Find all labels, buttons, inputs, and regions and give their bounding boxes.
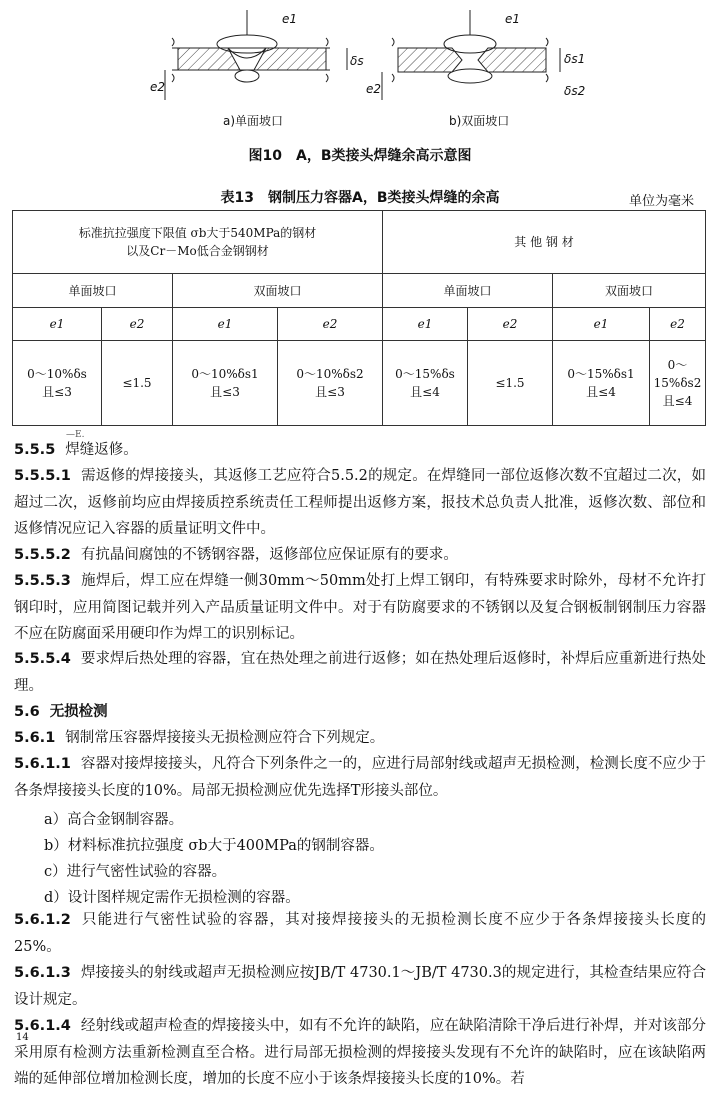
delta-s-label: δs [350,54,364,68]
para-5-5-5: 5.5.5 焊缝返修。 [14,442,138,458]
single-groove-header: 单面坡口 [13,274,173,308]
heading-5-6: 5.6 无损检测 [14,703,108,720]
para-5-6-1-3: 5.6.1.3 焊接接头的射线或超声无损检测应按JB/T 4730.1～JB/T 4730.3的规定进行，其检查结果应符合设计规定。 [14,965,706,1008]
col-e2: e2 [468,308,553,341]
weld-reinforcement-table [12,210,706,426]
figure-caption: 图10 A，B类接头焊缝余高示意图 [248,148,472,164]
table-cell: 0～15%δs2 且≤4 [650,341,706,426]
scan-fragment: —E. [66,430,85,440]
para-5-6-1-1: 5.6.1.1 容器对接焊接接头，凡符合下列条件之一的，应进行局部射线或超声无损检测，检测长度不应少于各条焊接接头长度的10%。局部无损检测应优先选择T形接头部位。 [14,756,706,799]
list-item: b）材料标准抗拉强度 σb大于400MPa的钢制容器。 [44,838,384,854]
table-cell: 0～10%δs2 且≤3 [278,341,383,426]
single-groove-drawing [165,10,347,100]
table-unit: 单位为毫米 [628,194,694,209]
para-5-5-5-2: 5.5.5.2 有抗晶间腐蚀的不锈钢容器，返修部位应保证原有的要求。 [14,547,458,563]
double-groove-header: 双面坡口 [173,274,383,308]
e2-label-b: e2 [366,82,382,96]
col-e2: e2 [650,308,706,341]
delta-s2-label: δs2 [564,84,586,98]
table-cell: 0～10%δs1 且≤3 [173,341,278,426]
col-e1: e1 [553,308,650,341]
e1-label-b: e1 [505,12,521,26]
col-e1: e1 [383,308,468,341]
para-5-5-5-3: 5.5.5.3 施焊后，焊工应在焊缝一侧30mm～50mm处打上焊工钢印，有特殊要求时除外，母材不允许打钢印时，应用简图记载并列入产品质量证明文件中。对于有防腐要求的不锈钢以及复合钢板制钢制压力容器不应在防腐面采用硬印作为焊工的识别标记。 [14,573,706,642]
col-e2: e2 [102,308,173,341]
list-item: d）设计图样规定需作无损检测的容器。 [44,890,300,906]
table-cell: ≤1.5 [102,341,173,426]
figure-label-a: a)单面坡口 [223,114,284,128]
table-title: 表13 钢制压力容器A，B类接头焊缝的余高 [220,190,500,206]
table-cell: ≤1.5 [468,341,553,426]
table-cell: 0～10%δs 且≤3 [13,341,102,426]
table-cell: 0～15%δs 且≤4 [383,341,468,426]
list-item: c）进行气密性试验的容器。 [44,864,227,880]
col-e1: e1 [173,308,278,341]
page-number: 14 [16,1032,29,1043]
group2-header: 其 他 钢 材 [383,211,706,274]
para-5-6-1: 5.6.1 钢制常压容器焊接接头无损检测应符合下列规定。 [14,730,385,746]
single-groove-header: 单面坡口 [383,274,553,308]
delta-s1-label: δs1 [564,52,586,66]
double-groove-drawing [382,10,560,100]
para-5-5-5-4: 5.5.5.4 要求焊后热处理的容器，宜在热处理之前进行返修；如在热处理后返修时，补焊后应重新进行热处理。 [14,651,706,694]
figure-label-b: b)双面坡口 [449,114,510,128]
table-cell: 0～15%δs1 且≤4 [553,341,650,426]
para-5-6-1-2: 5.6.1.2 只能进行气密性试验的容器，其对接焊接接头的无损检测长度不应少于各条焊接接头长度的25%。 [14,912,706,955]
double-groove-header: 双面坡口 [553,274,706,308]
para-5-6-1-4: 5.6.1.4 经射线或超声检查的焊接接头中，如有不允许的缺陷，应在缺陷清除干净后进行补焊，并对该部分采用原有检测方法重新检测直至合格。进行局部无损检测的焊接接头发现有不允许的缺陷时，应在该缺陷两端的延伸部位增加检测长度，增加的长度不应小于该条焊接接头长度的10%。若 [14,1018,706,1087]
para-5-5-5-1: 5.5.5.1 需返修的焊接接头，其返修工艺应符合5.5.2的规定。在焊缝同一部位返修次数不宜超过二次，如超过二次，返修前均应由焊接质控系统责任工程师提出返修方案，报技术总负责人批准，返修次数、部位和返修情况应记入容器的质量证明文件中。 [14,468,706,537]
e2-label-a: e2 [150,80,166,94]
group1-header: 标准抗拉强度下限值 σb大于540MPa的钢材 以及Cr－Mo低合金钢钢材 [13,211,383,274]
col-e1: e1 [13,308,102,341]
col-e2: e2 [278,308,383,341]
e1-label-a: e1 [282,12,298,26]
list-item: a）高合金钢制容器。 [44,812,184,828]
